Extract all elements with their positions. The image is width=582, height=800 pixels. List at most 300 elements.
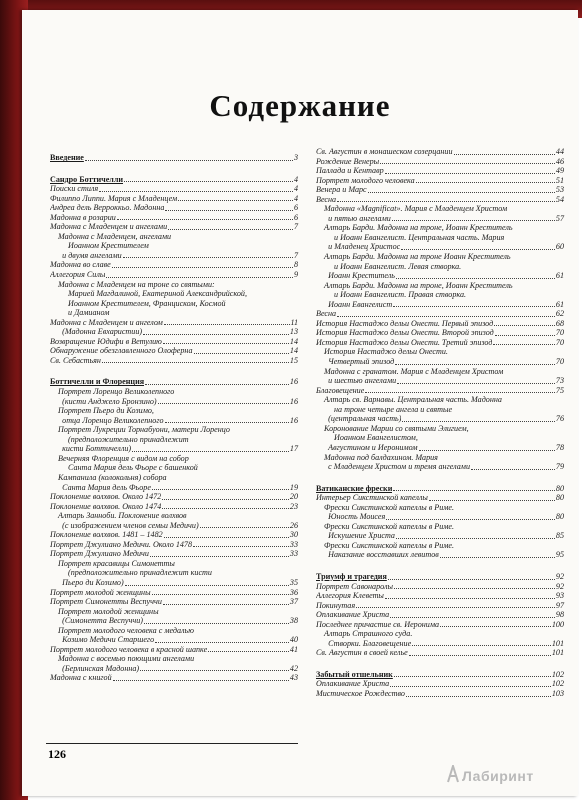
dot-leader [113,679,289,681]
toc-entry-title: Последнее причастие св. Иеронима [316,619,440,629]
dot-leader [140,669,289,671]
dot-leader [392,219,555,221]
toc-page-number: 14 [289,346,298,356]
toc-page-number: 38 [289,616,298,626]
toc-entry [50,318,298,328]
toc-entry [50,260,298,270]
toc-entry-title: Св. Августин в монашеском созерцании [316,147,453,156]
dot-leader [123,256,293,258]
toc-entry-title: Козимо Медичи Старшего [50,635,155,645]
dot-leader [337,315,555,317]
toc-entry [50,492,298,502]
toc-entry-line: и Иоанн Евангелист. Центральная часть. Мария [334,232,505,242]
toc-page-number: 15 [289,355,298,365]
toc-entry [50,549,298,559]
toc-entry-line: Фрески Сикстинской капеллы в Риме. [324,540,455,550]
toc-page-number: 13 [289,327,298,337]
toc-entry-line: на троне четыре ангела и святые [334,404,453,414]
dot-leader [125,584,289,586]
toc-entry [50,521,298,531]
toc-entry-title: Иоанн Евангелист [316,299,393,309]
dot-leader [102,361,289,363]
toc-entry-line: Фрески Сикстинской капеллы в Риме. [324,521,455,531]
toc-entry [316,531,564,541]
toc-entry [50,270,298,280]
toc-entry [50,597,298,607]
toc-entry [50,346,298,356]
toc-entry-line: Иоанном Крестителем [68,241,149,251]
toc-entry-title: Поклонение волхвов. 1481 – 1482 [50,530,163,540]
toc-page-number: 35 [289,577,298,587]
dot-leader [419,449,555,451]
toc-page-number: 16 [289,396,298,406]
toc-entry [316,328,564,338]
toc-entry [50,327,298,337]
dot-leader [162,507,289,509]
toc-entry-title: Весна [316,194,337,204]
dot-leader [143,333,289,335]
toc-section-heading [316,572,564,582]
toc-entry [316,166,564,176]
toc-entry [316,443,564,453]
toc-entry-title: Портрет молодого человека в красной шапке [50,644,208,654]
toc-entry-title: Введение [50,153,84,162]
toc-entry [50,588,298,598]
toc-entry-line: Мадонна «Magnificat». Мария с Младенцем Христом [324,204,508,214]
toc-entry-title: Портрет Савонаролы [316,581,393,591]
toc-entry-title: Филиппо Липпи. Мария с Младенцем [50,193,178,203]
toc-entry-title: Сандро Боттичелли [50,174,124,184]
toc-entry-line: и Иоанн Евангелист. Правая створка. [334,290,467,300]
toc-entry-title: Весна [316,309,337,319]
toc-entry-line: Портрет молодой женщины [58,606,159,616]
toc-entry [316,376,564,386]
toc-entry-title: Рождение Венеры [316,156,380,166]
toc-entry-title: кисти Боттичелли) [50,444,132,454]
toc-entry [316,620,564,630]
toc-entry-title: Оплакивание Христа [316,679,390,689]
toc-page-number: 26 [289,520,298,530]
toc-page-number: 75 [555,385,564,395]
toc-entry [316,214,564,224]
toc-page-number: 14 [289,336,298,346]
dot-leader [429,499,555,501]
toc-page-number: 4 [293,184,298,194]
toc-entry-title: Четвертый эпизод [316,357,395,367]
toc-entry-title: Иоанн Креститель [316,271,395,281]
toc-section-heading [50,377,298,387]
toc-entry-title: Триумф и трагедия [316,571,387,581]
toc-section-heading [316,484,564,494]
toc-page-number: 60 [555,242,564,252]
toc-entry-title: Св. Себастьян [50,355,101,365]
toc-entry-title: История Настаджо дельи Онести. Второй эпизод [316,328,494,338]
dot-leader [165,209,293,211]
dot-leader [124,180,293,182]
dot-leader [385,172,555,174]
dot-leader [440,625,551,627]
toc-entry-line: Мадонна с Младенцем, ангелами [58,231,172,241]
dot-leader [402,420,554,422]
toc-entry [316,610,564,620]
toc-entry-title: Мистическое Рождество [316,688,405,698]
dot-leader [393,305,555,307]
toc-entry-title: Аллегория Клеветы [316,591,384,601]
toc-entry [316,147,564,157]
toc-page-number: 70 [555,357,564,367]
page-number: 126 [48,747,66,761]
toc-page-number: 19 [289,482,298,492]
toc-entry-line: Алтарь Страшного суда. [324,629,413,639]
toc-entry [50,635,298,645]
dot-leader [395,363,555,365]
toc-entry [316,648,564,658]
dot-leader [208,650,289,652]
dot-leader [393,489,555,491]
toc-entry-title: Створки. Благовещение [316,638,412,648]
toc-entry-title: Мадонна в розарии [50,212,116,222]
toc-gap [50,163,298,169]
toc-entry-title: (кисти Анджело Бронзино) [50,396,157,406]
toc-page-number: 49 [555,166,564,176]
toc-page-number: 9 [293,270,298,280]
toc-entry-title: Аллегория Силы [50,270,106,280]
toc-section-heading [50,153,298,163]
dot-leader [163,342,289,344]
toc-page-number: 6 [293,203,298,213]
toc-page-number: 17 [289,444,298,454]
toc-entry [316,271,564,281]
toc-entry-line: Алтарь Барди. Мадонна на троне Иоанн Креститель [324,252,511,262]
toc-entry-title: Венера и Марс [316,185,367,195]
toc-entry [50,416,298,426]
dot-leader [132,450,289,452]
dot-leader [164,536,289,538]
toc-entry-title: Возвращение Юдифи в Ветулию [50,336,162,346]
dot-leader [471,468,555,470]
toc-page-number: 93 [555,591,564,601]
toc-entry [50,664,298,674]
dot-leader [409,654,551,656]
toc-page-number: 7 [293,250,298,260]
toc-page-number: 92 [555,571,564,581]
toc-entry [50,502,298,512]
toc-entry-title: Поиски стиля [50,184,99,194]
toc-page-number: 36 [289,587,298,597]
toc-entry [50,203,298,213]
toc-entry [316,195,564,205]
dot-leader [152,488,289,490]
toc-page-number: 103 [551,688,564,698]
toc-entry [316,319,564,329]
toc-entry [50,483,298,493]
toc-page-number: 101 [551,648,564,658]
toc-entry-title: Паллада и Кентавр [316,166,384,176]
toc-entry-title: Мадонна во славе [50,260,111,270]
toc-page-number: 40 [289,635,298,645]
dot-leader [150,555,289,557]
dot-leader [164,323,290,325]
dot-leader [368,191,555,193]
dot-leader [394,587,555,589]
toc-page-number: 62 [555,309,564,319]
dot-leader [112,266,293,268]
toc-page-number: 42 [289,663,298,673]
dot-leader [390,685,551,687]
toc-entry-line: Портрет Лукреции Торнабуони, матери Лоренцо [58,425,230,435]
dot-leader [152,593,289,595]
toc-gap [50,365,298,371]
toc-entry-title: Поклонение волхвов. Около 1472 [50,492,162,502]
dot-leader [380,162,555,164]
labirint-logo-icon [446,765,460,783]
toc-entry-title: Мадонна с книгой [50,673,112,683]
toc-entry [50,397,298,407]
toc-page-number: 54 [555,194,564,204]
toc-page-number: 33 [289,539,298,549]
toc-section-heading [316,670,564,680]
toc-entry-title: Портрет молодого человека [316,175,415,185]
toc-entry-title: (центральная часть) [316,414,402,424]
toc-entry [50,578,298,588]
toc-entry-title: отца Лоренцо Великолепного [50,415,164,425]
toc-entry-line: Мадонна с гранатом. Мария с Младенцем Христом [324,366,504,376]
toc-page-number: 73 [555,376,564,386]
dot-leader [440,556,555,558]
toc-entry-title: и шестью ангелами [316,376,397,386]
toc-page-number: 53 [555,185,564,195]
toc-entry-line: Санта Мария дель Фьоре с башенкой [68,463,198,473]
toc-entry-line: Мадонна с восемью поющими ангелами [58,654,195,664]
toc-page-number: 68 [555,318,564,328]
toc-entry-line: (предположительно принадлежит [68,434,189,444]
toc-entry-title: (Берлинская Мадонна) [50,663,140,673]
toc-entry [50,444,298,454]
toc-page-number: 70 [555,328,564,338]
toc-entry [316,386,564,396]
toc-entry-line: и Иоанн Евангелист. Левая створка. [334,261,462,271]
dot-leader [494,324,555,326]
toc-entry-title: и пятью ангелами [316,213,391,223]
toc-entry [50,530,298,540]
toc-entry-title: Пьеро ди Козимо) [50,577,124,587]
dot-leader [200,526,289,528]
toc-column-right [316,147,564,699]
toc-entry-title: Портрет Симонетты Веспуччи [50,597,162,607]
toc-entry-line: История Настаджо дельи Онести. [324,347,448,357]
toc-entry [316,357,564,367]
toc-entry [50,337,298,347]
toc-entry [50,673,298,683]
dot-leader [401,248,555,250]
toc-entry-title: Портрет Джулиано Медичи [50,549,149,559]
toc-page-number: 4 [293,174,298,184]
toc-entry-title: с Младенцем Христом и тремя ангелами [316,462,471,472]
toc-entry-title: История Настаджо дельи Онести. Третий эпизод [316,337,493,347]
toc-entry-line: Кампанила (колокольня) собора [58,472,167,482]
toc-entry [316,512,564,522]
dot-leader [396,537,555,539]
book-page [22,10,578,796]
toc-entry [316,157,564,167]
dot-leader [168,228,293,230]
toc-page-number: 46 [555,156,564,166]
toc-entry-title: Санта Мария дель Фьоре [50,482,151,492]
toc-entry [50,184,298,194]
toc-page-number: 41 [289,644,298,654]
toc-section-heading [50,175,298,185]
dot-leader [365,391,555,393]
toc-page-number: 80 [555,512,564,522]
toc-entry [316,591,564,601]
toc-entry-title: Искушение Христа [316,531,395,541]
toc-entry [50,616,298,626]
toc-entry [50,251,298,261]
toc-page-number: 78 [555,442,564,452]
toc-entry-line: Иоанном Крестителем, Франциском, Космой [68,298,226,308]
toc-entry-line: и Дамианом [68,308,110,318]
dot-leader [406,695,551,697]
watermark-text: Лабиринт [462,768,534,784]
dot-leader [495,334,555,336]
dot-leader [144,622,289,624]
toc-entry-line: Иоанном Евангелистом, [334,433,418,443]
dot-leader [145,383,289,385]
dot-leader [416,181,555,183]
toc-entry-title: История Настаджо дельи Онести. Первый эпизод [316,318,494,328]
toc-entry-line: Алтарь Занноби. Поклонение волхвов [58,511,187,521]
toc-entry-line: Мадонна с Младенцем на троне со святыми: [58,279,215,289]
toc-entry-line: Алтарь Барди. Мадонна на троне, Иоанн Креститель [324,280,513,290]
dot-leader [337,200,555,202]
toc-entry [316,309,564,319]
toc-entry-line: Портрет Пьеро ди Козимо, [58,406,154,416]
dot-leader [394,675,551,677]
toc-entry-title: (с изображением членов семьи Медичи) [50,520,199,530]
toc-entry [50,213,298,223]
toc-entry-title: Св. Августин в своей келье [316,648,408,658]
toc-entry-title: Наказание восставших левитов [316,550,439,560]
toc-entry-title: Интерьер Сикстинской капеллы [316,493,428,503]
dot-leader [178,199,293,201]
dot-leader [388,578,555,580]
toc-entry-line: Портрет красавицы Симонетты [58,558,175,568]
dot-leader [493,343,554,345]
toc-entry-title: Юность Моисея [316,512,386,522]
dot-leader [85,159,293,161]
toc-entry-title: Поклонение волхвов. Около 1474 [50,501,162,511]
toc-entry-title: и двумя ангелами [50,250,122,260]
toc-entry-title: и Младенец Христос [316,242,401,252]
toc-entry-line: Портрет молодого человека с медалью [58,625,194,635]
toc-entry-line: Мадонна под балдахином. Мария [324,452,438,462]
toc-entry [316,242,564,252]
toc-entry-title: (Мадонна Евхаристии) [50,327,143,337]
toc-page-number: 16 [289,377,298,387]
toc-entry-title: Августином и Иеронимом [316,442,418,452]
dot-leader [454,153,555,155]
toc-page-number: 80 [555,493,564,503]
toc-page-number: 61 [555,299,564,309]
toc-entry [316,176,564,186]
dot-leader [165,421,289,423]
toc-page-number: 33 [289,549,298,559]
dot-leader [412,644,551,646]
toc-page-number: 102 [551,669,564,679]
toc-entry-line: Портрет Лоренцо Великолепного [58,387,175,397]
toc-page-number: 61 [555,271,564,281]
toc-entry-title: Благовещение [316,385,365,395]
toc-page-number: 70 [555,337,564,347]
toc-entry [50,645,298,655]
toc-entry-title: Портрет молодой женщины [50,587,151,597]
page-title: Содержание [209,88,391,123]
dot-leader [99,190,293,192]
toc-page-number: 51 [555,175,564,185]
dot-leader [385,597,555,599]
toc-page-number: 11 [290,317,298,327]
toc-entry [50,356,298,366]
toc-page-number: 97 [555,600,564,610]
toc-entry [316,462,564,472]
dot-leader [356,606,555,608]
toc-entry [316,689,564,699]
toc-gap [316,658,564,664]
toc-page-number: 44 [555,147,564,156]
toc-entry-line: Марией Магдалиной, Екатериной Александрийской, [68,289,247,299]
dot-leader [390,616,555,618]
toc-entry [50,194,298,204]
dot-leader [397,382,555,384]
toc-entry-line: (предположительно принадлежит кисти [68,568,212,578]
toc-page-number: 4 [293,193,298,203]
toc-page-number: 85 [555,531,564,541]
toc-page-number: 37 [289,597,298,607]
toc-entry-line: Фрески Сикстинской капеллы в Риме. [324,502,455,512]
dot-leader [163,603,289,605]
toc-entry [316,414,564,424]
dot-leader [396,277,555,279]
dot-leader [194,352,289,354]
toc-entry [316,300,564,310]
toc-entry [316,338,564,348]
toc-entry [316,582,564,592]
toc-entry [50,540,298,550]
dot-leader [162,498,289,500]
toc-page-number: 102 [551,679,564,689]
toc-page-number: 8 [293,260,298,270]
toc-entry-title: Боттичелли и Флоренция [50,377,145,387]
dot-leader [193,545,289,547]
toc-entry-line: Алтарь св. Варнавы. Центральная часть. Мадонна [324,395,502,405]
toc-entry-title: Покинутая [316,600,356,610]
dot-leader [155,641,289,643]
toc-entry-title: Забытый отшельник [316,669,393,679]
toc-page-number: 7 [293,222,298,232]
toc-entry [316,550,564,560]
toc-page-number: 6 [293,212,298,222]
dot-leader [386,518,555,520]
toc-entry-title: Мадонна с Младенцем и ангелом [50,317,163,327]
toc-page-number: 95 [555,550,564,560]
toc-page-number: 20 [289,492,298,502]
toc-page-number: 101 [551,638,564,648]
toc-entry-title: Обнаружение обезглавленного Олоферна [50,346,193,356]
toc-entry-title: Мадонна с Младенцем и ангелами [50,222,168,232]
toc-entry [316,639,564,649]
toc-page-number: 43 [289,673,298,683]
toc-entry-title: Ватиканские фрески [316,483,393,493]
